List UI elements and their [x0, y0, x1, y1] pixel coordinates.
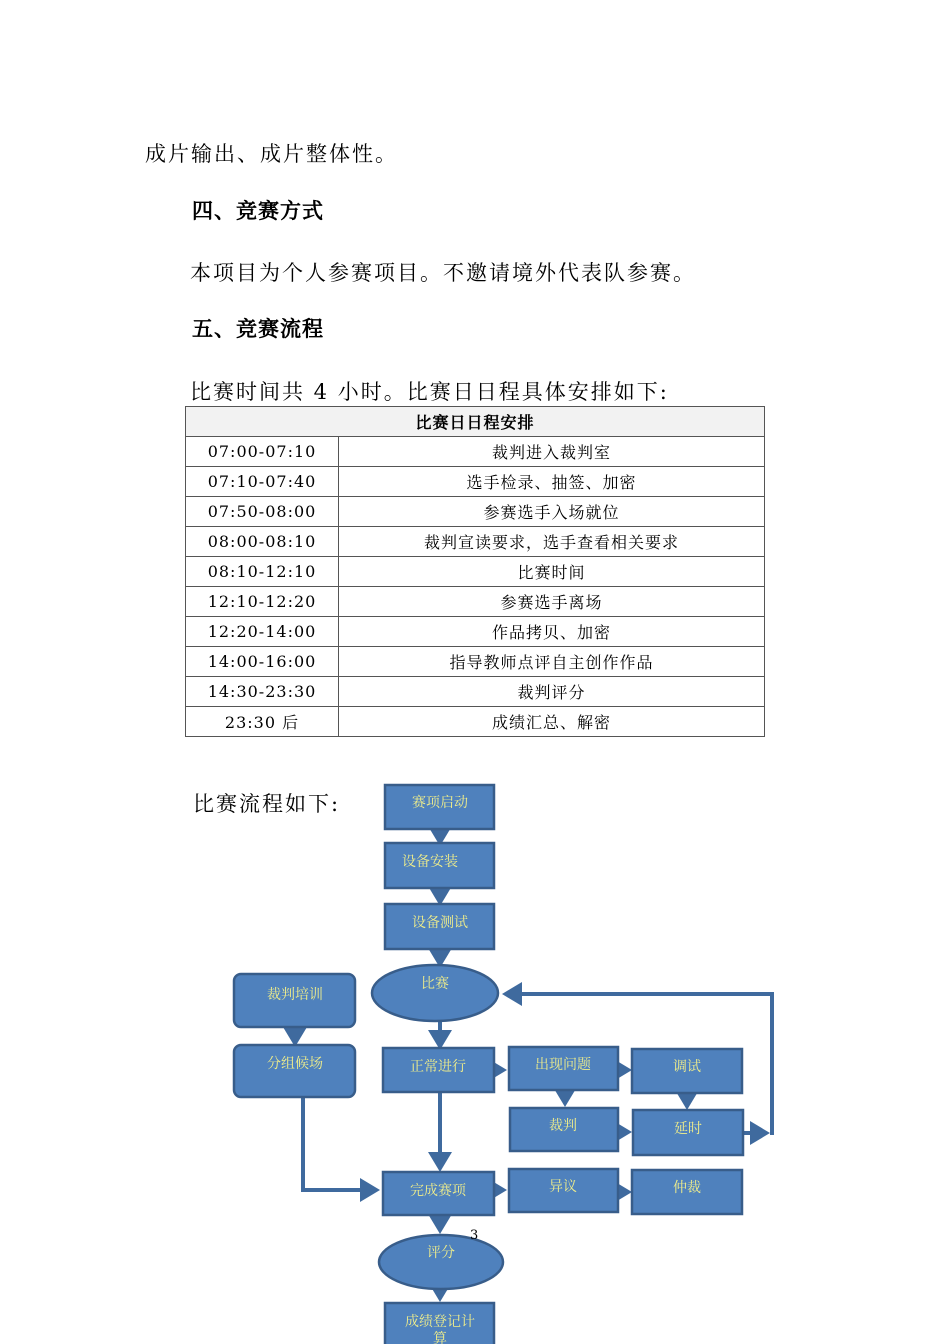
time-cell: 07:00-07:10: [186, 437, 339, 467]
label-score: 评分: [427, 1245, 455, 1261]
task-cell: 参赛选手入场就位: [339, 497, 765, 527]
label-judge: 裁判: [549, 1118, 577, 1134]
paragraph-competition-mode: 本项目为个人参赛项目。不邀请境外代表队参赛。: [190, 261, 696, 285]
time-cell: 07:50-08:00: [186, 497, 339, 527]
time-cell: 12:20-14:00: [186, 617, 339, 647]
label-referee-training: 裁判培训: [267, 987, 323, 1003]
label-match: 比赛: [421, 976, 449, 992]
task-cell: 裁判评分: [339, 677, 765, 707]
label-debug: 调试: [673, 1059, 701, 1075]
label-group-wait: 分组候场: [267, 1056, 323, 1072]
section-heading-competition-process: 五、竞赛流程: [192, 317, 324, 341]
label-problem: 出现问题: [535, 1057, 591, 1073]
task-cell: 比赛时间: [339, 557, 765, 587]
label-test: 设备测试: [412, 915, 468, 931]
label-record-line2: 算: [433, 1331, 447, 1344]
label-normal: 正常进行: [410, 1059, 466, 1075]
task-cell: 选手检录、抽签、加密: [339, 467, 765, 497]
arrow-group-to-finish: [303, 1097, 376, 1190]
task-cell: 作品拷贝、加密: [339, 617, 765, 647]
schedule-title: 比赛日日程安排: [186, 407, 765, 437]
time-cell: 07:10-07:40: [186, 467, 339, 497]
time-cell: 08:10-12:10: [186, 557, 339, 587]
label-arbitration: 仲裁: [673, 1180, 701, 1196]
label-install: 设备安装: [402, 854, 458, 870]
paragraph-flow-intro: 比赛流程如下:: [193, 792, 341, 816]
task-cell: 成绩汇总、解密: [339, 707, 765, 737]
task-cell: 裁判宣读要求，选手查看相关要求: [339, 527, 765, 557]
page-number: 3: [470, 1228, 479, 1243]
node-match: [372, 965, 498, 1021]
paragraph-continuation: 成片输出、成片整体性。: [145, 142, 398, 166]
task-cell: 指导教师点评自主创作作品: [339, 647, 765, 677]
time-cell: 14:00-16:00: [186, 647, 339, 677]
label-finish: 完成赛项: [410, 1183, 466, 1199]
node-score: [379, 1235, 503, 1289]
label-delay: 延时: [674, 1121, 702, 1137]
label-record-line1: 成绩登记计: [405, 1314, 475, 1330]
task-cell: 参赛选手离场: [339, 587, 765, 617]
label-start: 赛项启动: [412, 795, 468, 811]
paragraph-schedule-intro: 比赛时间共 4 小时。比赛日日程具体安排如下:: [190, 380, 669, 404]
section-heading-competition-mode: 四、竞赛方式: [192, 199, 324, 223]
label-objection: 异议: [549, 1179, 577, 1195]
time-cell: 23:30 后: [186, 707, 339, 737]
time-cell: 08:00-08:10: [186, 527, 339, 557]
time-cell: 12:10-12:20: [186, 587, 339, 617]
task-cell: 裁判进入裁判室: [339, 437, 765, 467]
time-cell: 14:30-23:30: [186, 677, 339, 707]
